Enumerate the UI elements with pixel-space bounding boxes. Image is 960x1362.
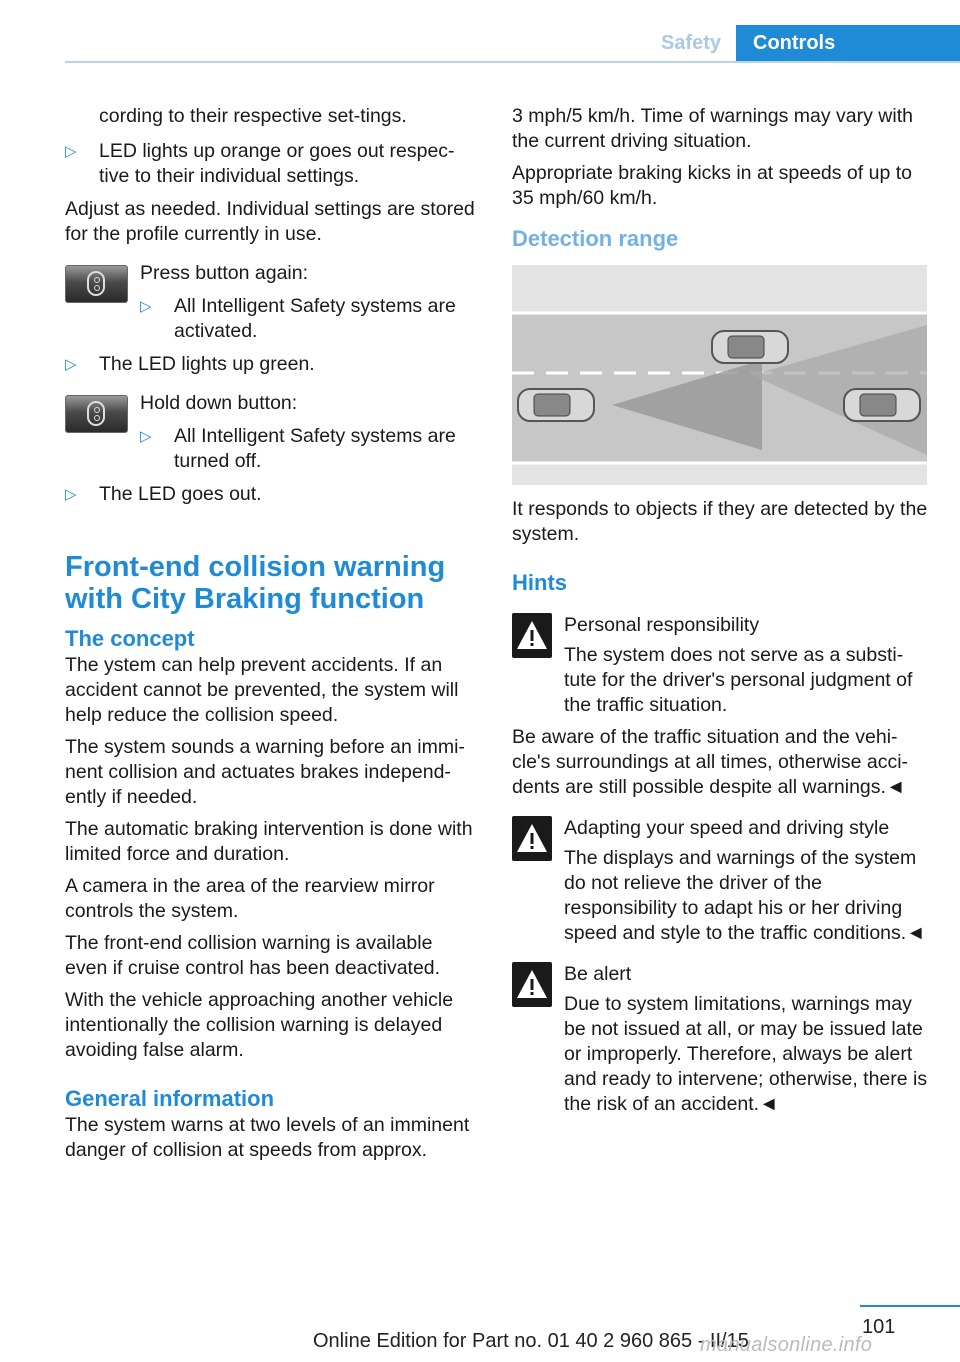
car-front-right: [844, 389, 920, 421]
instruction-text: Hold down button:: [140, 392, 298, 414]
figure-caption: It responds to objects if they are detected by the system.: [512, 498, 928, 545]
paragraph: Adjust as needed. Individual settings are stored for the profile currently in use.: [65, 198, 475, 245]
car-middle-lane: [712, 331, 788, 363]
paragraph: Appropriate braking kicks in at speeds of up to 35 mph/60 km/h.: [512, 162, 912, 209]
list-item: [65, 352, 480, 377]
warning-title: Personal responsibility: [564, 614, 760, 636]
warning-title: Adapting your speed and driving style: [564, 817, 890, 839]
warning-triangle-icon: [512, 613, 552, 658]
warning-text: The system does not serve as a substi-tute for the driver's personal judgment of the traffic situation.: [564, 644, 913, 716]
list-item-text: All Intelligent Safety systems are activated.: [174, 295, 456, 342]
bullet-triangle-icon: ▷: [140, 428, 152, 445]
edition-text: Online Edition for Part no. 01 40 2 960 865 - II/15: [313, 1330, 749, 1352]
list-item-text: The LED goes out.: [99, 483, 262, 505]
button-instruction: [65, 391, 480, 474]
detection-range-figure: [512, 265, 927, 485]
list-item: [65, 139, 480, 189]
footer-rule: [860, 1305, 960, 1307]
detection-heading: Detection range: [512, 226, 679, 251]
page-number: 101: [862, 1316, 896, 1338]
car-front-left: [518, 389, 594, 421]
paragraph: 3 mph/5 km/h. Time of warnings may vary with the current driving situation.: [512, 105, 913, 152]
warning-text: Due to system limitations, warnings may be not issued at all, or may be issued late or improperly. Therefore, always be alert and ready to intervene; otherwise, there is the risk of an accident.◄: [564, 993, 928, 1115]
warning-block: [512, 962, 932, 1117]
list-item: [65, 482, 480, 507]
general-heading: General information: [65, 1086, 275, 1111]
bullet-triangle-icon: ▷: [65, 486, 77, 503]
list-item: [140, 424, 480, 474]
road-illustration: [512, 265, 927, 485]
header-rule: [65, 61, 960, 63]
bullet-triangle-icon: ▷: [65, 356, 77, 373]
safety-button-image: [65, 395, 128, 433]
car-safety-icon: [87, 401, 105, 426]
warning-title: Be alert: [564, 963, 632, 985]
paragraph: The ystem can help prevent accidents. If an accident cannot be prevented, the system will help reduce the collision speed.: [65, 654, 459, 726]
paragraph: The automatic braking intervention is done with limited force and duration.: [65, 818, 473, 865]
warning-text: The displays and warnings of the system do not relieve the driver of the responsibility to adapt his or her driving speed and style to the traffic conditions.◄: [564, 847, 926, 944]
continued-text: cording to their respective set-tings.: [99, 105, 407, 127]
section-title: Front-end collision warning with City Braking function: [65, 551, 446, 615]
button-instruction: [65, 261, 480, 344]
tab-safety: Safety: [660, 32, 721, 54]
warning-block: [512, 613, 932, 800]
list-item-text: The LED lights up green.: [99, 353, 315, 375]
bullet-triangle-icon: ▷: [65, 143, 77, 160]
warning-triangle-icon: [512, 962, 552, 1007]
warning-triangle-icon: [512, 816, 552, 861]
tab-controls: Controls: [736, 25, 960, 61]
hints-heading: Hints: [512, 570, 567, 595]
paragraph: The system sounds a warning before an immi-nent collision and actuates brakes independ-ently if needed.: [65, 736, 465, 808]
bullet-triangle-icon: ▷: [140, 298, 152, 315]
safety-button-image: [65, 265, 128, 303]
watermark: manualsonline.info: [700, 1334, 873, 1356]
instruction-text: Press button again:: [140, 262, 309, 284]
paragraph: Be aware of the traffic situation and the vehi-cle's surroundings at all times, otherwise acci-dents are still possible despite all warnings.◄: [512, 726, 909, 798]
car-safety-icon: [87, 271, 105, 296]
paragraph: The system warns at two levels of an imminent danger of collision at speeds from approx.: [65, 1114, 470, 1161]
paragraph: The front-end collision warning is available even if cruise control has been deactivated.: [65, 932, 441, 979]
right-column: [512, 104, 932, 1124]
warning-block: [512, 816, 932, 946]
list-item-text: All Intelligent Safety systems are turned off.: [174, 425, 456, 472]
list-item: [140, 294, 480, 344]
paragraph: With the vehicle approaching another vehicle intentionally the collision warning is delayed avoiding false alarm.: [65, 989, 454, 1061]
left-column: [65, 104, 480, 1170]
paragraph: A camera in the area of the rearview mirror controls the system.: [65, 875, 435, 922]
list-item-text: LED lights up orange or goes out respec-tive to their individual settings.: [99, 140, 455, 187]
concept-heading: The concept: [65, 626, 195, 651]
